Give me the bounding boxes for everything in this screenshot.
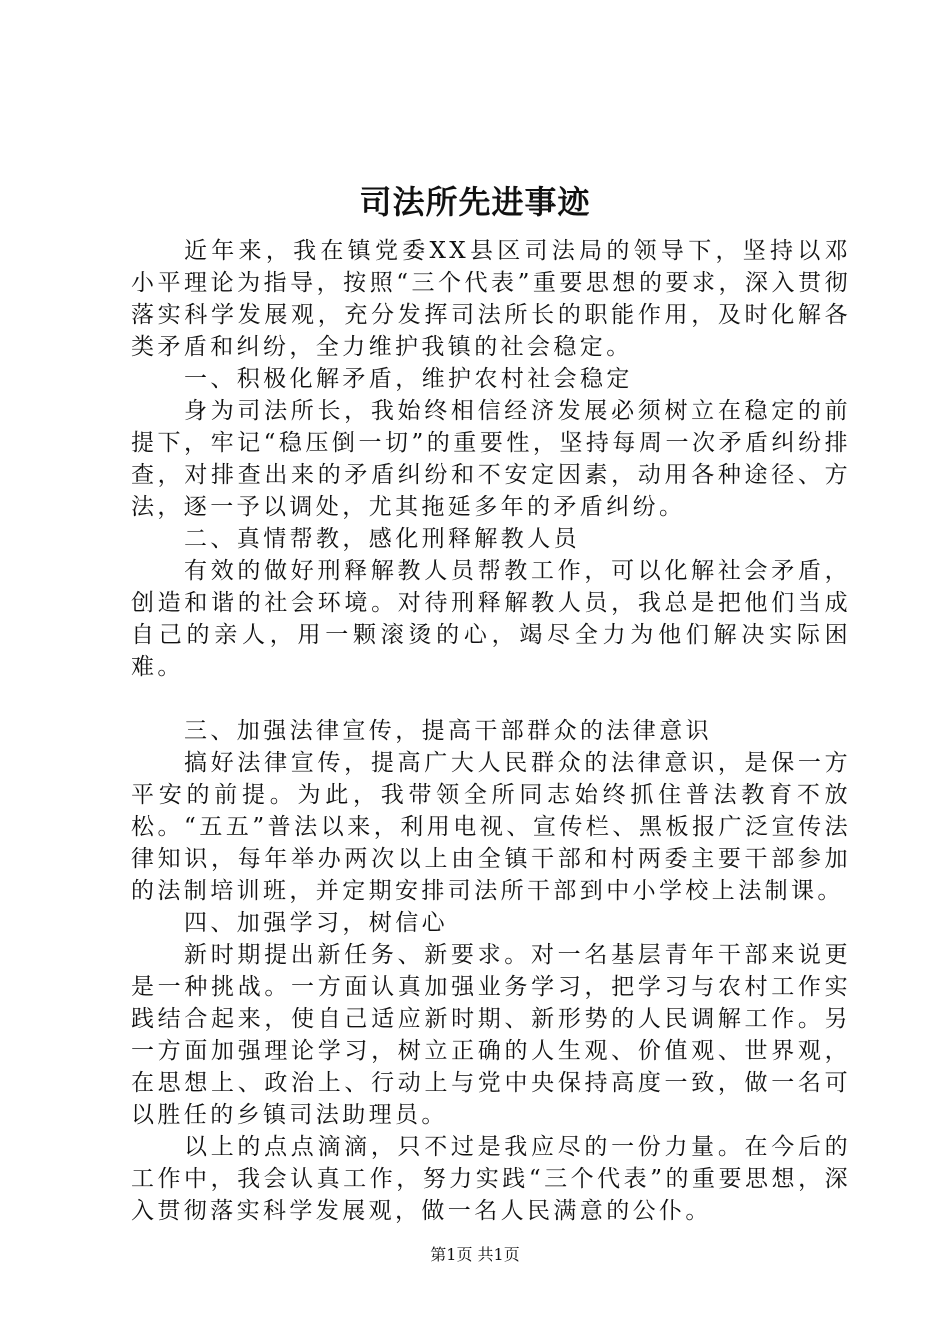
document-body bbox=[131, 235, 851, 1227]
blank-line bbox=[131, 683, 851, 715]
section-2-text: 有效的做好刑释解教人员帮教工作，可以化解社会矛盾，创造和谐的社会环境。对待刑释解教人员，我总是把他们当成自己的亲人，用一颗滚烫的心，竭尽全力为他们解决实际困难。 bbox=[131, 558, 851, 680]
closing-paragraph: 以上的点点滴滴，只不过是我应尽的一份力量。在今后的工作中，我会认真工作，努力实践“三个代表”的重要思想，深入贯彻落实科学发展观，做一名人民满意的公仆。 bbox=[131, 1134, 851, 1224]
document-title: 司法所先进事迹 bbox=[359, 183, 591, 221]
section-4-heading: 四、加强学习，树信心 bbox=[184, 910, 448, 936]
section-2-heading: 二、真情帮教，感化刑释解教人员 bbox=[184, 526, 580, 552]
section-1-text: 身为司法所长，我始终相信经济发展必须树立在稳定的前提下，牢记“稳压倒一切”的重要性，坚持每周一次矛盾纠纷排查，对排查出来的矛盾纠纷和不安定因素，动用各种途径、方法，逐一予以调处，尤其拖延多年的矛盾纠纷。 bbox=[131, 398, 851, 520]
section-3-heading: 三、加强法律宣传，提高干部群众的法律意识 bbox=[184, 718, 712, 744]
page-footer: 第1页 共1页 bbox=[430, 1245, 520, 1264]
intro-paragraph: 近年来，我在镇党委XX县区司法局的领导下，坚持以邓小平理论为指导，按照“三个代表”重要思想的要求，深入贯彻落实科学发展观，充分发挥司法所长的职能作用，及时化解各类矛盾和纠纷，全力维护我镇的社会稳定。 bbox=[131, 238, 851, 360]
section-3-text: 搞好法律宣传，提高广大人民群众的法律意识，是保一方平安的前提。为此，我带领全所同志始终抓住普法教育不放松。“五五”普法以来，利用电视、宣传栏、黑板报广泛宣传法律知识，每年举办两次以上由全镇干部和村两委主要干部参加的法制培训班，并定期安排司法所干部到中小学校上法制课。 bbox=[131, 750, 851, 904]
section-1-heading: 一、积极化解矛盾，维护农村社会稳定 bbox=[184, 366, 633, 392]
section-4-text: 新时期提出新任务、新要求。对一名基层青年干部来说更是一种挑战。一方面认真加强业务学习，把学习与农村工作实践结合起来，使自己适应新时期、新形势的人民调解工作。另一方面加强理论学习，树立正确的人生观、价值观、世界观，在思想上、政治上、行动上与党中央保持高度一致，做一名可以胜任的乡镇司法助理员。 bbox=[131, 942, 851, 1128]
